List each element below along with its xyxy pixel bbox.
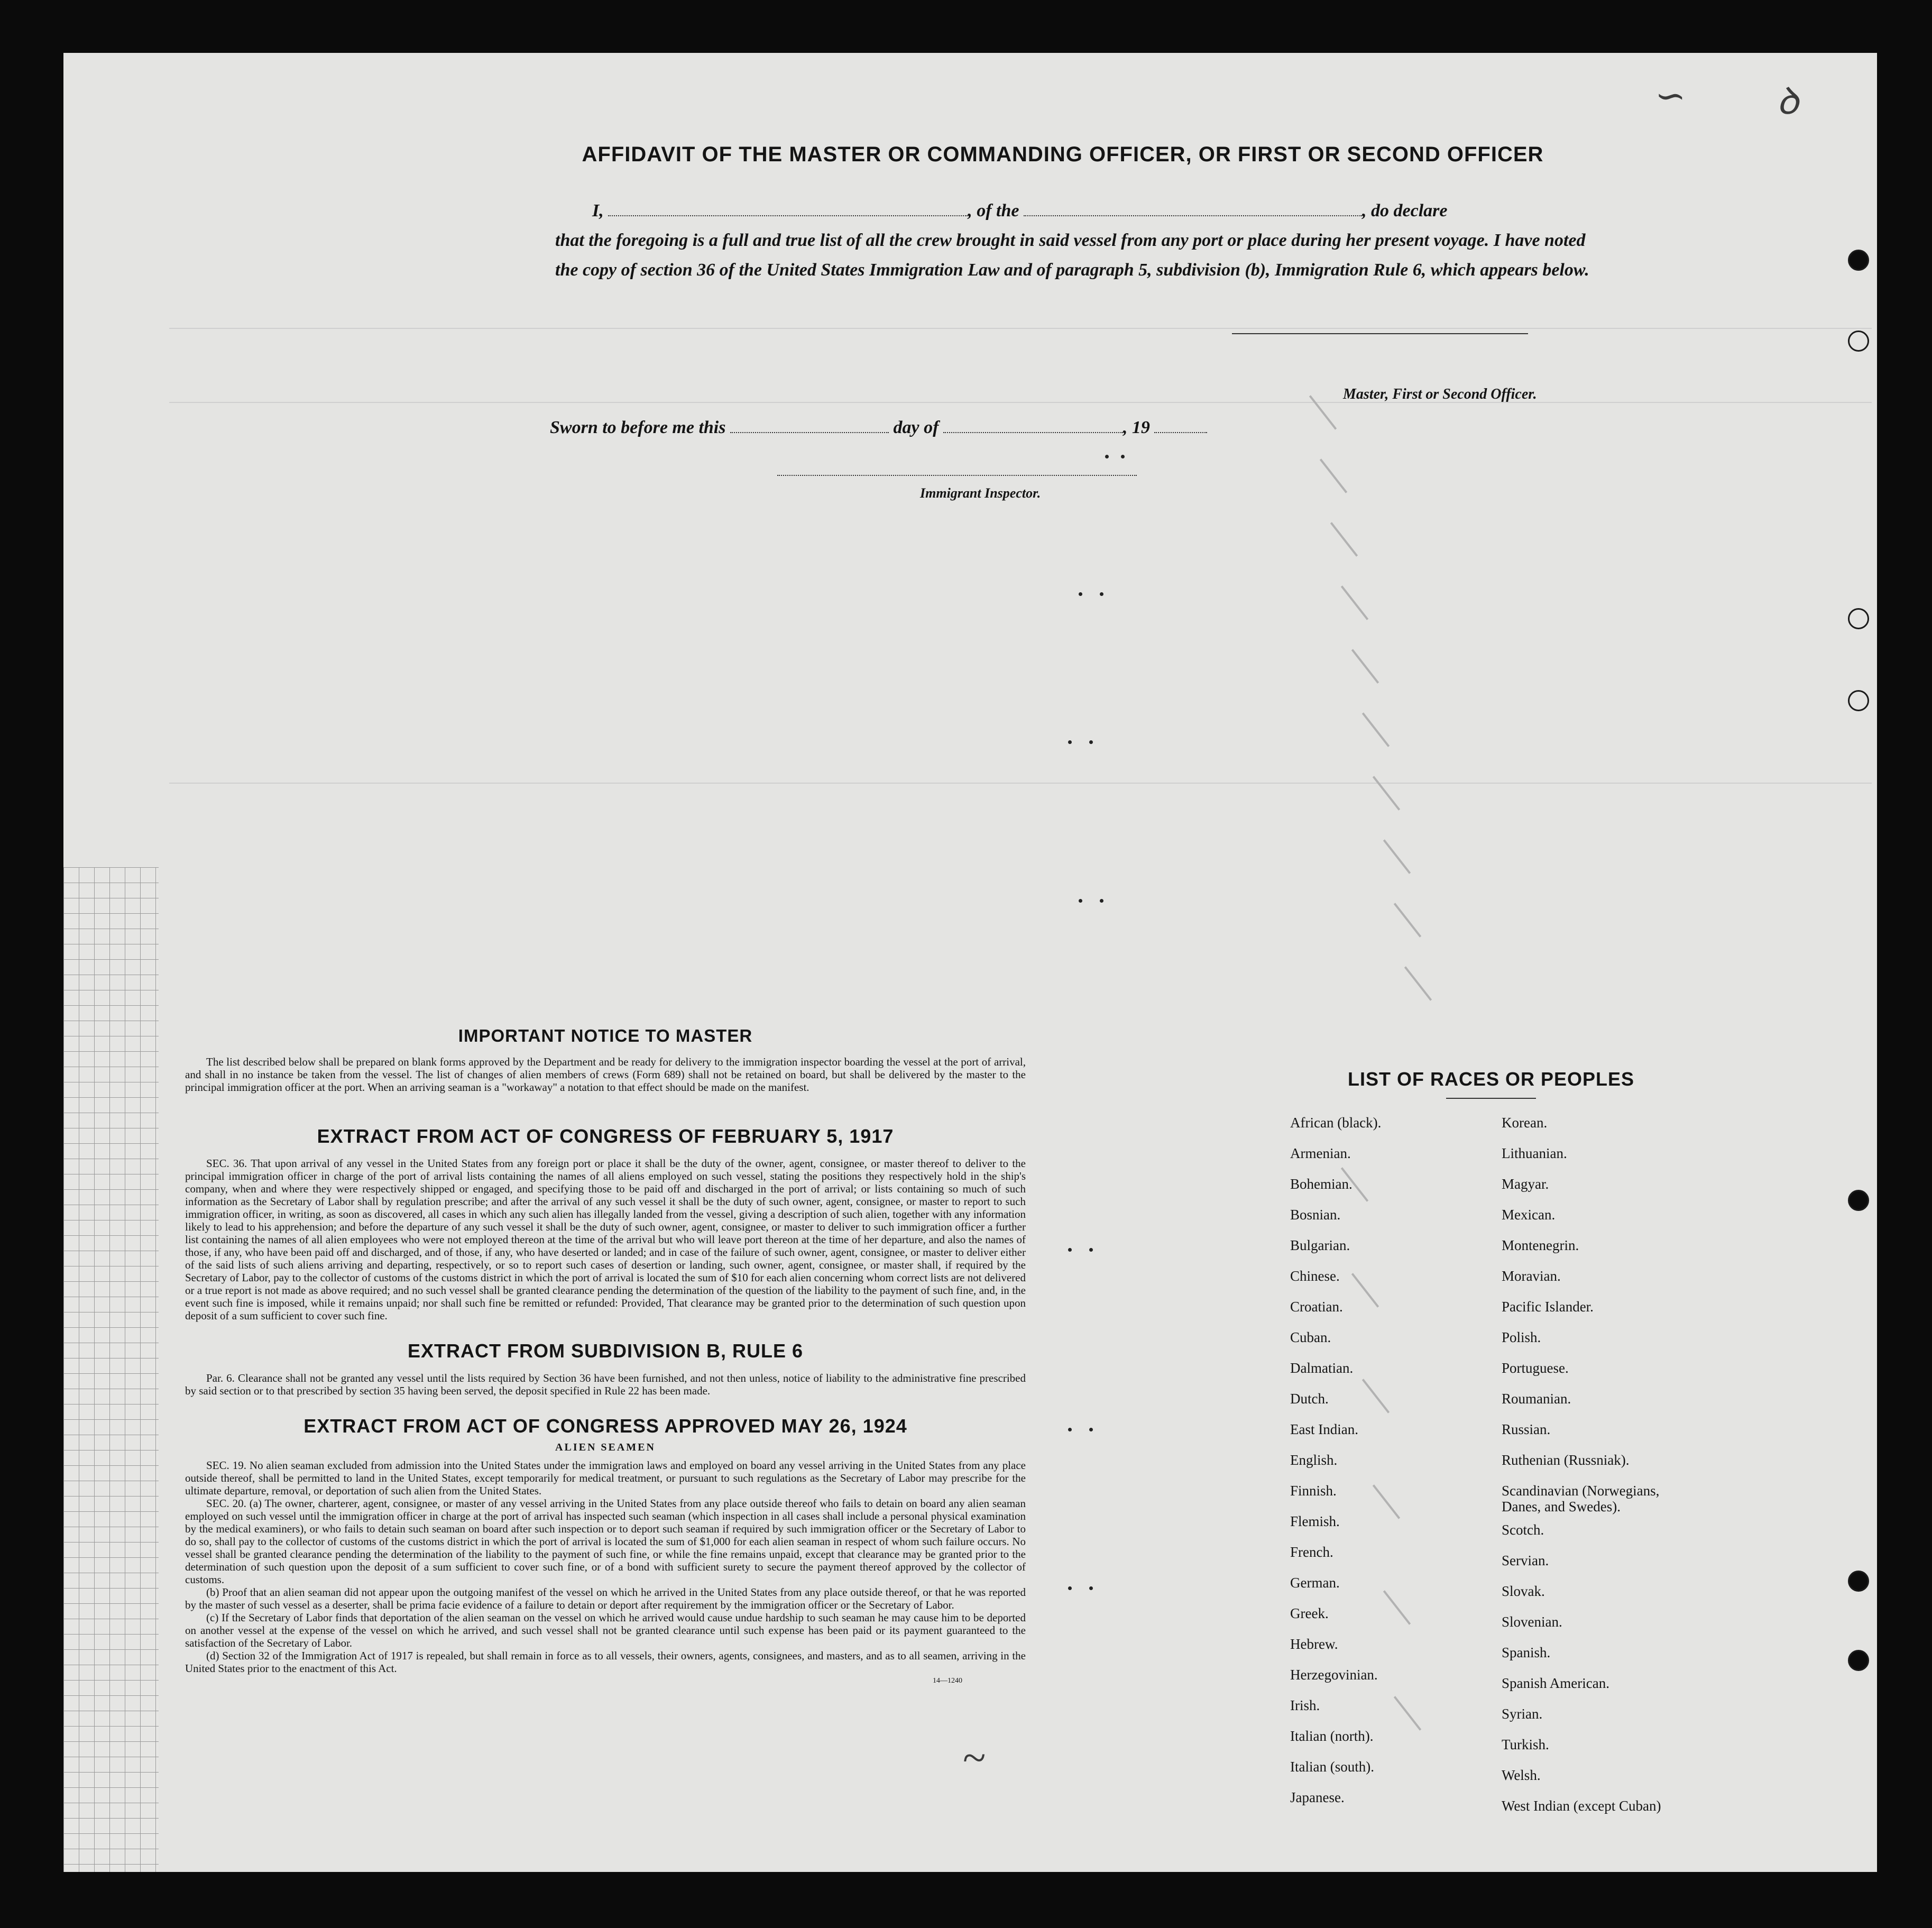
bleed-through-mark [1320, 458, 1347, 493]
race-item: Portuguese. [1502, 1360, 1569, 1376]
bleed-through-dot [1068, 740, 1072, 744]
race-item: Bulgarian. [1290, 1237, 1350, 1253]
handwritten-mark: ∽ [1655, 76, 1686, 117]
race-item: Slovenian. [1502, 1614, 1562, 1630]
race-item: Dutch. [1290, 1391, 1329, 1407]
race-item: Bohemian. [1290, 1176, 1353, 1192]
binder-hole [1848, 1571, 1869, 1592]
bleed-through-dot [1089, 1248, 1093, 1252]
sec-20d-text: (d) Section 32 of the Immigration Act of 1917 is repealed, but shall remain in force as to all vessels, their owners, agents, consignees, and masters, and as to all seamen, arriving in the United States prior to the enactment of this Act. [185, 1649, 1026, 1675]
race-item: Montenegrin. [1502, 1237, 1579, 1253]
bleed-through-dot [1068, 1586, 1072, 1590]
sworn-line [550, 418, 1207, 438]
race-item: Roumanian. [1502, 1391, 1571, 1407]
binder-hole [1848, 1190, 1869, 1211]
race-item: Mexican. [1502, 1207, 1556, 1223]
extract-1924-section [185, 1415, 1026, 1685]
sec-20b-text: (b) Proof that an alien seaman did not appear upon the outgoing manifest of the vessel on which he arrived in the United States from any place outside thereof, or that he was reported by the master of such vessel as a deserter, shall be prima facie evidence of a failure to detain or deport after requirement by the immigration officer or the Secretary of Labor. [185, 1586, 1026, 1611]
race-item: Italian (south). [1290, 1759, 1374, 1775]
extract-rule6-title: EXTRACT FROM SUBDIVISION B, RULE 6 [407, 1340, 804, 1362]
inspector-signature-line[interactable] [777, 475, 1137, 476]
bleed-through-dot [1089, 1586, 1093, 1590]
race-item: Flemish. [1290, 1513, 1340, 1529]
races-columns [1227, 1115, 1755, 1829]
races-section [1227, 1068, 1755, 1829]
sec-19-text: SEC. 19. No alien seaman excluded from admission into the United States under the immigration laws and employed on board any vessel arriving in the United States from any place outside thereof, shall be permitted to land in the United States, except temporarily for medical treatment, or pursuant to such regulations as the Secretary of Labor may prescribe for the ultimate departure, removal, or deportation of such alien from the United States. [185, 1459, 1026, 1497]
bleed-through-mark [1373, 776, 1400, 811]
race-item: East Indian. [1290, 1421, 1358, 1437]
bleed-through-mark [1394, 903, 1421, 938]
bleed-through-dot [1079, 592, 1082, 596]
sworn-month-blank[interactable] [943, 432, 1123, 433]
bleed-through-mark [1362, 712, 1390, 747]
legal-text-column [185, 1026, 1026, 1685]
races-column-2 [1502, 1115, 1724, 1829]
bleed-through-dot [1089, 740, 1093, 744]
affidavit-declaration-line [481, 196, 1644, 226]
sworn-year-prefix: , 19 [1123, 418, 1150, 437]
extract-1917-text: SEC. 36. That upon arrival of any vessel in the United States from any foreign port or place it shall be the duty of the owner, agent, consignee, or master thereof to deliver to the principal immigration officer in charge of the port of arrival lists containing the names of all aliens employed on such vessel, stating the positions they respectively hold in the ship's company, when and where they were respectively shipped or engaged, and specifying those to be paid off and discharged in the port of arrival; or lists containing so much of such information as the Secretary of Labor shall by regulation prescribe; and after the arrival of any such vessel it shall be the duty of such owner, agent, consignee, or master to report to such immigration officer, in writing, as soon as discovered, all cases in which any such alien has illegally landed from the vessel, giving a description of such alien, together with any information likely to lead to his apprehension; and before the departure of any such vessel it shall be the duty of such owner, agent, consignee, or master to deliver to such immigration officer a further list containing the names of all alien employees who were not employed thereon at the time of the arrival but who will leave port thereon at the time of her departure, and also the names of those, if any, who have been paid off and discharged, and of those, if any, who have deserted or landed; and in case of the failure of such owner, agent, consignee, or master to deliver either of the said lists of such aliens arriving and departing, respectively, or so to report such cases of desertion or landing, such owner, agent, consignee, or master shall, if required by the Secretary of Labor, pay to the collector of customs of the customs district in which the port of arrival is located the sum of $10 for each alien concerning whom correct lists are not delivered or a true report is not made as above required; and no such vessel shall be granted clearance pending the determination of the question of the liability to the payment of such fine, and, in the event such fine is imposed, while it remains unpaid; nor shall such fine be remitted or refunded: Provided, That clearance may be granted prior to the determination of such question upon deposit of a sum sufficient to cover such fine. [185, 1157, 1026, 1322]
affidavit-i: I, [592, 201, 604, 221]
race-item: Servian. [1502, 1553, 1549, 1568]
race-item: Moravian. [1502, 1268, 1561, 1284]
race-item: Greek. [1290, 1605, 1329, 1621]
bleed-through-mark [1383, 839, 1411, 874]
bleed-through-dot [1105, 455, 1109, 458]
race-item: Finnish. [1290, 1483, 1337, 1499]
affidavit-do-declare: , do declare [1362, 201, 1448, 221]
affidavit-section [481, 143, 1644, 285]
race-item: Scotch. [1502, 1522, 1544, 1538]
affidavit-body: that the foregoing is a full and true list of all the crew brought in said vessel from any port or place during her present voyage. I have noted the copy of section 36 of the United States Immigration Law and of paragraph 5, subdivision (b), Immigration Rule 6, which appears below. [555, 231, 1589, 280]
extract-1917-title: EXTRACT FROM ACT OF CONGRESS OF FEBRUARY 5, 1917 [317, 1125, 894, 1147]
alien-seamen-subtitle: ALIEN SEAMEN [555, 1442, 656, 1453]
race-item: Irish. [1290, 1697, 1320, 1713]
bleed-through-mark [1404, 966, 1432, 1001]
bleed-through-dot [1100, 592, 1103, 596]
race-item: Herzegovinian. [1290, 1667, 1378, 1683]
race-item: West Indian (except Cuban) [1502, 1798, 1661, 1814]
race-item: African (black). [1290, 1115, 1382, 1131]
race-item: Scandinavian (Norwegians, Danes, and Swedes). [1502, 1483, 1660, 1514]
bleed-through-dot [1089, 1428, 1093, 1431]
binder-hole [1848, 608, 1869, 629]
binder-hole [1848, 250, 1869, 271]
race-item: Spanish American. [1502, 1675, 1609, 1691]
race-item: Armenian. [1290, 1145, 1351, 1161]
binder-hole [1848, 1650, 1869, 1671]
race-item: Welsh. [1502, 1767, 1541, 1783]
race-item: Lithuanian. [1502, 1145, 1567, 1161]
bleed-through-rule [169, 328, 1872, 329]
races-title-rule [1446, 1098, 1536, 1099]
bleed-through-dot [1079, 899, 1082, 903]
affidavit-of-the: , of the [968, 201, 1019, 221]
inspector-label: Immigrant Inspector. [920, 485, 1041, 501]
race-item: Dalmatian. [1290, 1360, 1354, 1376]
bleed-through-mark [1330, 522, 1358, 557]
bleed-through-dot [1068, 1248, 1072, 1252]
race-item: Spanish. [1502, 1645, 1551, 1660]
manifest-sheet [63, 53, 1877, 1872]
bleed-through-rule [169, 783, 1872, 784]
race-item: Russian. [1502, 1421, 1551, 1437]
affidavit-title: AFFIDAVIT OF THE MASTER OR COMMANDING OFFICER, OR FIRST OR SECOND OFFICER [582, 143, 1544, 166]
bleed-through-mark [1341, 585, 1368, 620]
bleed-through-dot [1068, 1428, 1072, 1431]
race-item: Chinese. [1290, 1268, 1340, 1284]
sworn-day-of: day of [893, 418, 939, 437]
race-item: Italian (north). [1290, 1728, 1374, 1744]
vessel-name-blank[interactable] [1024, 215, 1362, 216]
notice-text: The list described below shall be prepared on blank forms approved by the Department and be ready for delivery to the immigration inspector boarding the vessel at the port of arrival, and shall in no instance be taken from the vessel. The list of changes of alien members of crews (Form 689) shall not be retained on board, but shall be delivered by the master to the principal immigration officer at the port. When an arriving seaman is a "workaway" a notation to that effect should be made on the manifest. [185, 1055, 1026, 1094]
graph-paper-strip [63, 867, 159, 1872]
race-item: German. [1290, 1575, 1340, 1591]
master-signature-label: Master, First or Second Officer. [1343, 386, 1537, 402]
extract-1917-section [185, 1125, 1026, 1322]
binder-hole [1848, 330, 1869, 352]
sworn-day-blank[interactable] [730, 432, 889, 433]
bleed-through-rule [169, 402, 1872, 403]
bleed-through-dot [1100, 899, 1103, 903]
officer-name-blank[interactable] [608, 215, 968, 216]
race-item: Syrian. [1502, 1706, 1543, 1722]
handwritten-signature: ~ [962, 1735, 986, 1782]
race-item: Turkish. [1502, 1737, 1549, 1752]
handwritten-mark: ꝺ [1777, 81, 1799, 122]
bleed-through-mark [1351, 649, 1379, 684]
extract-rule6-section [185, 1340, 1026, 1397]
race-item: Korean. [1502, 1115, 1548, 1131]
race-item: Japanese. [1290, 1789, 1345, 1805]
notice-title: IMPORTANT NOTICE TO MASTER [458, 1026, 753, 1045]
bleed-through-mark [1309, 395, 1337, 430]
race-item: Slovak. [1502, 1583, 1545, 1599]
sworn-text: Sworn to before me this [550, 418, 726, 437]
bleed-through-dot [1121, 455, 1125, 458]
race-item: English. [1290, 1452, 1338, 1468]
notice-section [185, 1026, 1026, 1094]
races-column-1 [1227, 1115, 1502, 1829]
extract-rule6-text: Par. 6. Clearance shall not be granted any vessel until the lists required by Section 36 have been furnished, and not then unless, notice of liability to the administrative fine prescribed by said section or to that prescribed by section 35 having been served, the deposit specified in Rule 22 has been made. [185, 1372, 1026, 1397]
sec-20c-text: (c) If the Secretary of Labor finds that deportation of the alien seaman on the vessel on which he arrived would cause undue hardship to such seaman he may cause him to be deported on another vessel at the expense of the vessel on which he arrived, and such vessel shall not be granted clearance until such expense has been paid or its payment guaranteed to the satisfaction of the Secretary of Labor. [185, 1611, 1026, 1649]
race-item: Pacific Islander. [1502, 1299, 1594, 1315]
race-item: French. [1290, 1544, 1333, 1560]
sworn-year-blank[interactable] [1154, 432, 1207, 433]
race-item: Ruthenian (Russniak). [1502, 1452, 1630, 1468]
race-item: Hebrew. [1290, 1636, 1338, 1652]
race-item: Bosnian. [1290, 1207, 1341, 1223]
extract-1924-title: EXTRACT FROM ACT OF CONGRESS APPROVED MAY 26, 1924 [303, 1415, 907, 1437]
race-item: Magyar. [1502, 1176, 1549, 1192]
sec-20a-text: SEC. 20. (a) The owner, charterer, agent, consignee, or master of any vessel arriving in the United States from any place outside thereof who fails to detain on board any alien seaman employed on such vessel until the immigration officer in charge at the port of arrival has inspected such seaman (which inspection in all cases shall include a personal physical examination by the medical examiners), or who fails to detain such seaman on board after such inspection or to deport such seaman if required by such immigration officer or the Secretary of Labor to do so, shall pay to the collector of customs of the customs district in which the port of arrival is located the sum of $1,000 for each alien seaman in respect of whom such failure occurs. No vessel shall be granted clearance pending the determination of the liability to the payment of such fine, or while the fine remains unpaid, except that clearance may be granted prior to the determination of such question upon the deposit of a sum sufficient to cover such fine, or of a bond with sufficient surety to secure the payment thereof approved by the collector of customs. [185, 1497, 1026, 1586]
binder-hole [1848, 690, 1869, 711]
race-item: Polish. [1502, 1329, 1541, 1345]
race-item: Cuban. [1290, 1329, 1331, 1345]
races-title: LIST OF RACES OR PEOPLES [1347, 1068, 1635, 1090]
form-code: 14—1240 [933, 1677, 962, 1685]
master-signature-line[interactable] [1232, 333, 1528, 334]
race-item: Croatian. [1290, 1299, 1343, 1315]
